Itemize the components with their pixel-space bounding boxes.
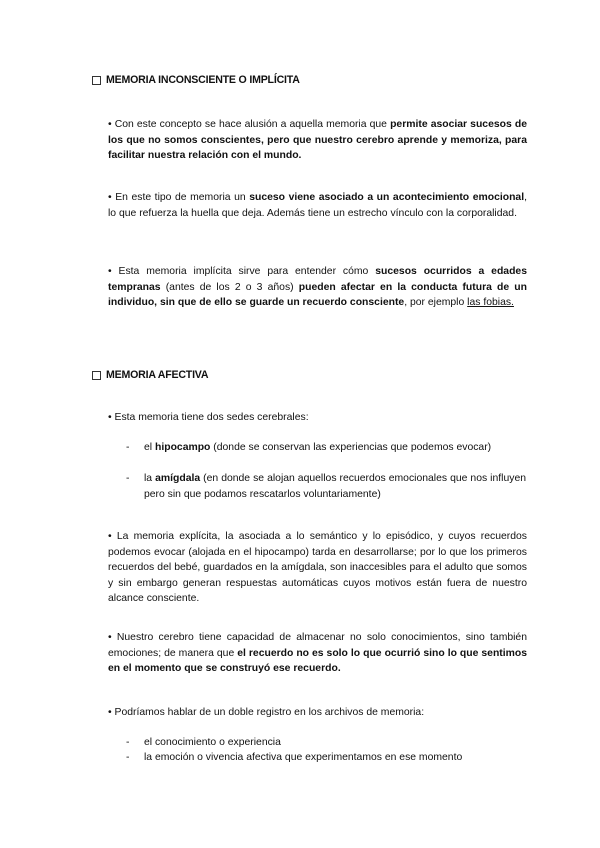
list-item-text xyxy=(144,471,526,502)
list-dash: - xyxy=(126,473,130,484)
bold-text: amígdala xyxy=(155,473,201,484)
list-dash: - xyxy=(126,442,130,453)
section-heading-implicita xyxy=(92,74,300,86)
paragraph-definicion xyxy=(108,117,527,164)
heading-text: MEMORIA AFECTIVA xyxy=(106,369,209,381)
bold-text: el recuerdo no es solo lo que ocurrió sino lo que sentimos en el momento que se construyó ese recuerdo. xyxy=(108,647,527,674)
text-run: • Podríamos hablar de un doble registro en los archivos de memoria: xyxy=(108,707,425,718)
paragraph-almacenar-emociones xyxy=(108,630,527,677)
list-item-text: el conocimiento o experiencia xyxy=(144,737,281,748)
text-run: • La memoria explícita, la asociada a lo semántico y lo episódico, y cuyos recuerdos podemos evocar (alojada en el hipocampo) tarda en desarrollarse; por lo que los primeros recuerdos del bebé, guardados en la amígdala, son inaccesibles para el adulto que somos y sin embargo generan respuestas automáticas cuyos motivos están fuera de nuestro alcance consciente. xyxy=(108,531,527,604)
paragraph-memoria-explicita xyxy=(108,529,527,607)
underlined-text: las fobias. xyxy=(467,297,514,308)
list-dash: - xyxy=(126,752,130,763)
list-item-hipocampo xyxy=(126,440,526,456)
heading-text: MEMORIA INCONSCIENTE O IMPLÍCITA xyxy=(106,74,300,86)
list-item-conocimiento xyxy=(126,735,526,751)
text-run: el xyxy=(144,442,155,453)
paragraph-edades-tempranas xyxy=(108,264,527,311)
list-item-amigdala xyxy=(126,471,526,502)
text-run: , lo que refuerza la huella que deja. Además tiene un estrecho vínculo con la corporalidad. xyxy=(108,192,527,219)
text-run: • Con este concepto se hace alusión a aquella memoria que xyxy=(108,119,391,130)
text-run: • En este tipo de memoria un xyxy=(108,192,250,203)
section-heading-afectiva xyxy=(92,369,208,381)
checkbox-icon xyxy=(92,76,101,85)
paragraph-sedes-intro: • Esta memoria tiene dos sedes cerebrales: xyxy=(108,412,309,423)
paragraph-doble-registro xyxy=(108,705,527,721)
bold-text: hipocampo xyxy=(154,442,211,453)
bold-text: permite asociar sucesos de los que no somos conscientes, pero que nuestro cerebro aprende y memoriza, para facilitar nuestra relación con el mundo. xyxy=(108,119,527,161)
text-run: • Esta memoria implícita sirve para entender cómo xyxy=(108,266,376,277)
bold-text: pueden afectar en la conducta futura de un individuo, sin que de ello se guarde un recuerdo consciente xyxy=(108,281,527,308)
paragraph-emocional xyxy=(108,190,527,221)
list-item-text xyxy=(144,440,526,456)
text-run: , por ejemplo xyxy=(404,297,468,308)
bold-text: suceso viene asociado a un acontecimiento emocional xyxy=(249,192,525,203)
text-run: (en donde se alojan aquellos recuerdos emocionales que nos influyen pero sin que podamos rescatarlos voluntariamente) xyxy=(144,473,527,500)
text-run: la xyxy=(144,473,156,484)
text-run: (donde se conservan las experiencias que podemos evocar) xyxy=(210,442,492,453)
checkbox-icon xyxy=(92,371,101,380)
bold-text: sucesos ocurridos a edades tempranas xyxy=(108,266,527,293)
list-item-emocion xyxy=(126,750,526,766)
list-dash: - xyxy=(126,737,130,748)
list-item-text: la emoción o vivencia afectiva que experimentamos en ese momento xyxy=(144,752,463,763)
text-run: • Nuestro cerebro tiene capacidad de almacenar no solo conocimientos, sino también emociones; de manera que xyxy=(108,632,527,659)
text-run: (antes de los 2 o 3 años) xyxy=(160,281,299,293)
